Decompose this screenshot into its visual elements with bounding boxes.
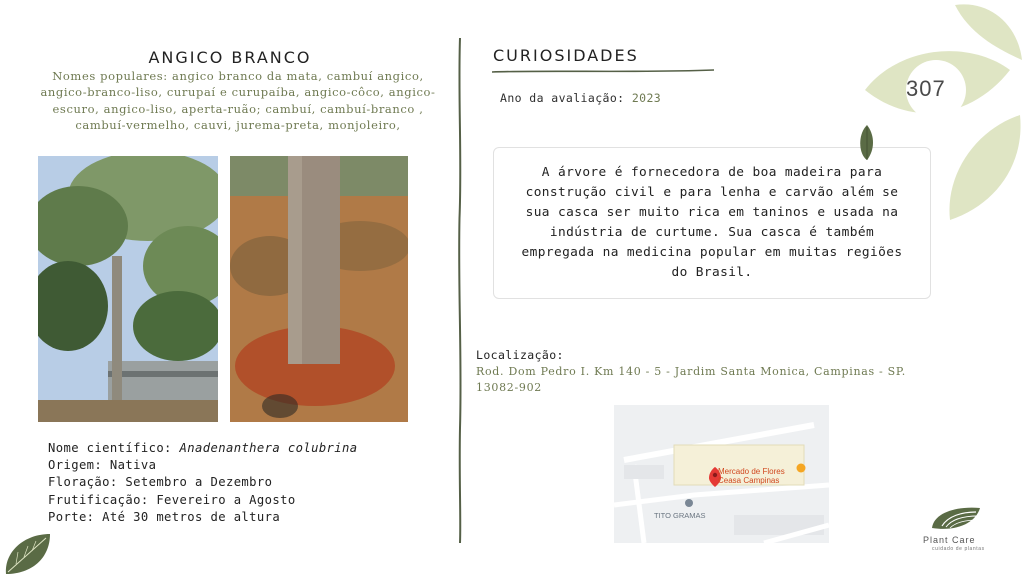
brand-tagline: cuidado de plantas xyxy=(932,546,985,552)
location-label: Localização: xyxy=(476,348,564,362)
origin-row: Origem: Nativa xyxy=(48,458,157,473)
curiosities-text: A árvore é fornecedora de boa madeira para construção civil e para lenha e carvão além se sua casca ser muito rica em taninos e usada na indústria de curtume. Sua casca é também empregada na medicina popular em muitas regiões do Brasil. xyxy=(521,165,903,280)
page-number: 307 xyxy=(906,76,946,101)
map-poi-label: TITO GRAMAS xyxy=(654,511,706,520)
brand-name: Plant Care xyxy=(923,535,976,545)
year-label: Ano da avaliação: xyxy=(500,91,632,105)
column-divider xyxy=(455,38,465,543)
scientific-name-row xyxy=(48,440,358,457)
size-row: Porte: Até 30 metros de altura xyxy=(48,509,281,524)
curiosities-title: CURIOSIDADES xyxy=(493,46,639,65)
year-value: 2023 xyxy=(631,91,662,105)
map-place-label: Mercado de Flores xyxy=(718,467,785,476)
scientific-name-label: Nome científico: xyxy=(48,441,180,455)
species-details xyxy=(48,440,358,526)
trunk-photo xyxy=(230,156,408,422)
flowering-row: Floração: Setembro a Dezembro xyxy=(48,475,273,490)
leaf-decoration-top-right xyxy=(860,0,1024,225)
leaf-decoration-bottom-left xyxy=(2,530,54,576)
location-address: Rod. Dom Pedro I. Km 140 - 5 - Jardim Santa Monica, Campinas - SP. 13082-902 xyxy=(476,365,906,394)
scientific-name-value: Anadenanthera colubrina xyxy=(179,441,358,455)
map-place-label-sub: Ceasa Campinas xyxy=(718,476,780,485)
location-map[interactable] xyxy=(614,405,829,543)
species-title: ANGICO BRANCO xyxy=(148,48,312,67)
popular-names: Nomes populares: angico branco da mata, cambuí angico, angico-branco-liso, curupaí e curupaíba, angico-côco, angico-escuro, angico-liso, aperta-ruão; cambuí, cambuí-branco , cambuí-vermelho, cauvi, jurema-preta, monjoleiro, xyxy=(40,69,436,133)
evaluation-year xyxy=(500,91,661,105)
fruiting-row: Frutificação: Fevereiro a Agosto xyxy=(48,492,296,507)
curiosities-underline xyxy=(492,67,714,75)
tree-photo xyxy=(38,156,218,422)
